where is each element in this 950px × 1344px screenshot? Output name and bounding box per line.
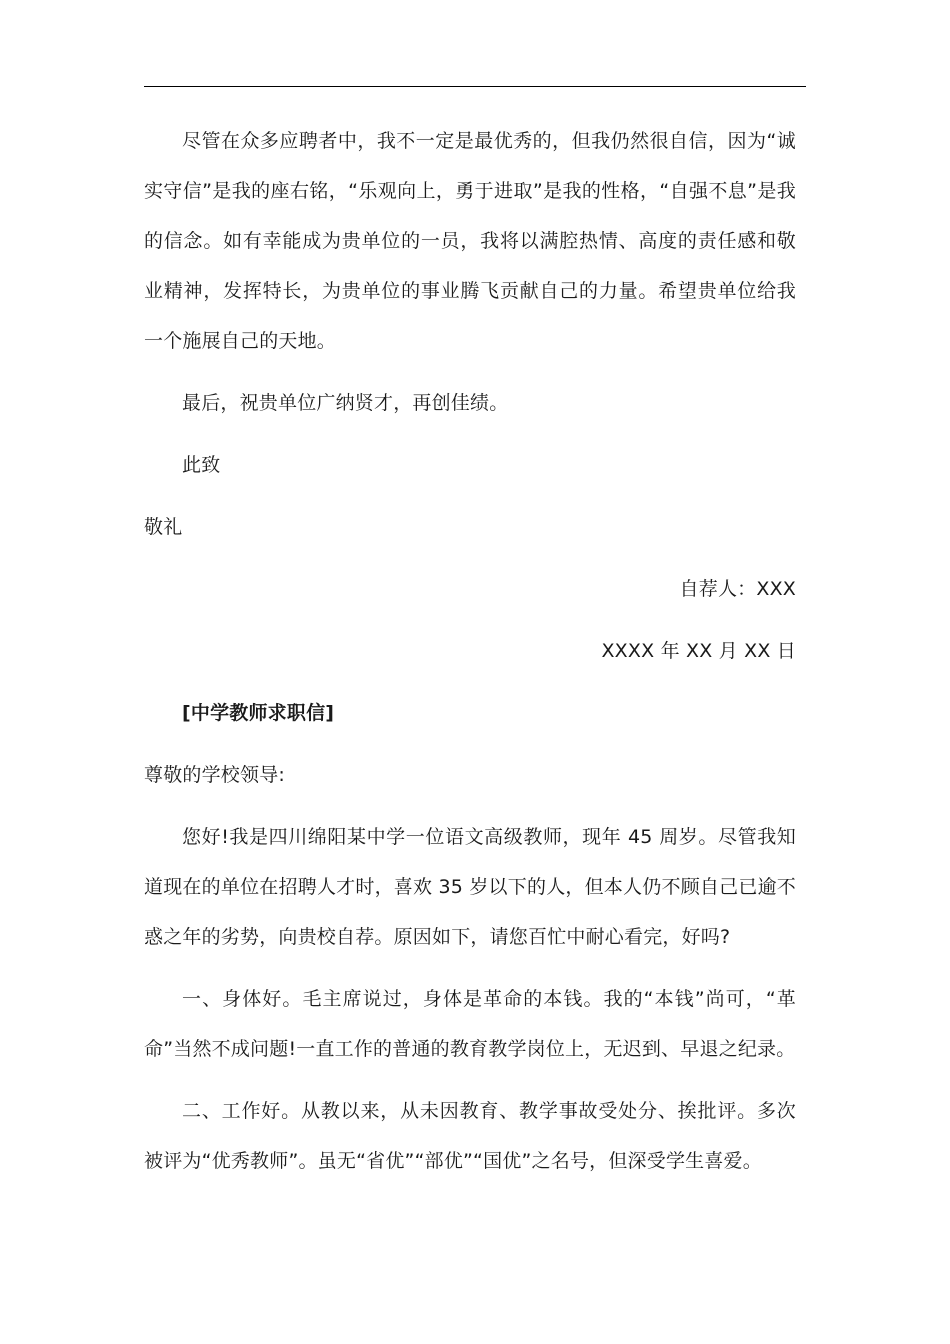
paragraph-closing-wish: 最后，祝贵单位广纳贤才，再创佳绩。 — [182, 392, 509, 414]
paragraph-work: 二、工作好。从教以来，从未因教育、教学事故受处分、挨批评。多次被评为“优秀教师”。虽无“省优”“部优”“国优”之名号，但深受学生喜爱。 — [144, 1100, 796, 1172]
salutation-jingli: 敬礼 — [144, 516, 183, 538]
date-line: XXXX 年 XX 月 XX 日 — [601, 640, 796, 662]
signature-line: 自荐人：XXX — [679, 578, 796, 600]
paragraph-introduction: 您好!我是四川绵阳某中学一位语文高级教师，现年 45 周岁。尽管我知道现在的单位在招聘人才时，喜欢 35 岁以下的人，但本人仍不顾自己已逾不惑之年的劣势，向贵校自荐。原因如下，请您百忙中耐心看完，好吗? — [144, 826, 796, 948]
letter-greeting: 尊敬的学校领导: — [144, 764, 286, 786]
salutation-cizhi: 此致 — [182, 454, 221, 476]
paragraph-health: 一、身体好。毛主席说过，身体是革命的本钱。我的“本钱”尚可，“革命”当然不成问题!一直工作的普通的教育教学岗位上，无迟到、早退之纪录。 — [144, 988, 796, 1060]
header-rule — [144, 86, 806, 87]
paragraph-confidence: 尽管在众多应聘者中，我不一定是最优秀的，但我仍然很自信，因为“诚实守信”是我的座右铭，“乐观向上，勇于进取”是我的性格，“自强不息”是我的信念。如有幸能成为贵单位的一员，我将以满腔热情、高度的责任感和敬业精神，发挥特长，为贵单位的事业腾飞贡献自己的力量。希望贵单位给我一个施展自己的天地。 — [144, 130, 796, 352]
document-body — [144, 116, 796, 1186]
section-title: [中学教师求职信] — [182, 702, 335, 724]
